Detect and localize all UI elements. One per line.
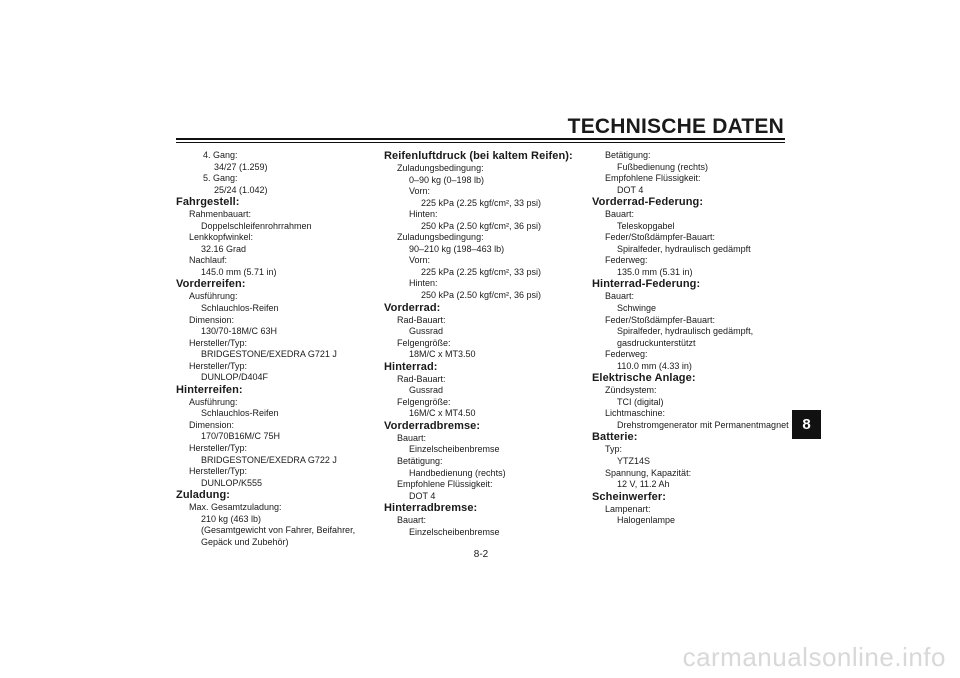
spec-value: Hinten:	[409, 278, 438, 289]
spec-value: 130/70-18M/C 63H	[201, 326, 278, 337]
spec-value: Spiralfeder, hydraulisch gedämpft	[617, 243, 751, 254]
section-heading: Vorderreifen:	[176, 278, 246, 291]
spec-label: Bauart:	[605, 291, 635, 302]
spec-value: 250 kPa (2.50 kgf/cm², 36 psi)	[421, 290, 542, 301]
spec-label: Feder/Stoßdämpfer-Bauart:	[605, 232, 716, 243]
spec-value: Vorn:	[409, 255, 431, 266]
spec-label: Bauart:	[397, 515, 427, 526]
spec-value: Schwinge	[617, 303, 657, 314]
spec-value: Drehstromgenerator mit Permanentmagnet	[617, 419, 789, 430]
spec-value: 250 kPa (2.50 kgf/cm², 36 psi)	[421, 220, 542, 231]
spec-label: Zündsystem:	[605, 385, 657, 396]
spec-label: Empfohlene Flüssigkeit:	[605, 173, 701, 184]
spec-column-1	[176, 150, 381, 548]
section-heading: Hinterradbremse:	[384, 502, 478, 515]
section-heading: Reifenluftdruck (bei kaltem Reifen):	[384, 150, 573, 162]
spec-label: Felgengröße:	[397, 396, 451, 407]
section-heading: Fahrgestell:	[176, 196, 240, 209]
spec-value: 145.0 mm (5.71 in)	[201, 266, 277, 277]
spec-label: Hersteller/Typ:	[189, 337, 248, 348]
spec-label: Dimension:	[189, 314, 235, 325]
spec-value: 135.0 mm (5.31 in)	[617, 266, 693, 277]
spec-label: Empfohlene Flüssigkeit:	[397, 479, 493, 490]
spec-label: Max. Gesamtzuladung:	[189, 502, 282, 513]
spec-label: Bauart:	[397, 432, 427, 443]
section-heading: Hinterreifen:	[176, 383, 243, 396]
spec-label: Federweg:	[605, 255, 648, 266]
spec-label: Rahmenbauart:	[189, 209, 252, 220]
section-heading: Scheinwerfer:	[592, 490, 667, 503]
spec-value: 12 V, 11.2 Ah	[617, 479, 670, 490]
spec-value: gasdruckunterstützt	[617, 337, 696, 348]
spec-value: 18M/C x MT3.50	[409, 349, 476, 360]
spec-label: Rad-Bauart:	[397, 314, 446, 325]
spec-value: Gussrad	[409, 326, 444, 337]
spec-value: BRIDGESTONE/EXEDRA G721 J	[201, 349, 337, 360]
spec-value: 225 kPa (2.25 kgf/cm², 33 psi)	[421, 197, 542, 208]
spec-label: Bauart:	[605, 209, 635, 220]
spec-label: Betätigung:	[397, 456, 443, 467]
spec-value: Doppelschleifenrohrrahmen	[201, 220, 312, 231]
spec-value: Hinten:	[409, 209, 438, 220]
spec-value: DUNLOP/D404F	[201, 372, 269, 383]
spec-value: Fußbedienung (rechts)	[617, 161, 709, 172]
section-heading: Vorderradbremse:	[384, 419, 481, 432]
spec-column-3	[592, 150, 787, 527]
spec-label: Spannung, Kapazität:	[605, 467, 692, 478]
spec-label: Ausführung:	[189, 291, 238, 302]
spec-value: Vorn:	[409, 186, 431, 197]
spec-label: Lampenart:	[605, 503, 651, 514]
section-heading: Elektrische Anlage:	[592, 372, 696, 385]
spec-value: DOT 4	[617, 184, 644, 195]
spec-value: (Gesamtgewicht von Fahrer, Beifahrer,	[201, 525, 356, 536]
spec-value: DOT 4	[409, 490, 436, 501]
spec-label: Lichtmaschine:	[605, 408, 666, 419]
spec-label: Hersteller/Typ:	[189, 443, 248, 454]
spec-value: 90–210 kg (198–463 lb)	[409, 243, 505, 254]
spec-value: TCI (digital)	[617, 396, 664, 407]
spec-value: 5. Gang:	[203, 173, 238, 184]
section-heading: Hinterrad-Federung:	[592, 278, 701, 291]
spec-value: Handbedienung (rechts)	[409, 467, 506, 478]
header-rule	[176, 138, 785, 140]
spec-value: Halogenlampe	[617, 515, 676, 526]
spec-value: Gepäck und Zubehör)	[201, 536, 289, 547]
spec-value: 225 kPa (2.25 kgf/cm², 33 psi)	[421, 266, 542, 277]
spec-value: Einzelscheibenbremse	[409, 526, 500, 537]
section-heading: Batterie:	[592, 431, 638, 444]
spec-label: Zuladungsbedingung:	[397, 232, 484, 243]
spec-label: Lenkkopfwinkel:	[189, 232, 254, 243]
spec-label: Felgengröße:	[397, 337, 451, 348]
spec-label: Rad-Bauart:	[397, 373, 446, 384]
spec-value: 170/70B16M/C 75H	[201, 431, 281, 442]
spec-value: 110.0 mm (4.33 in)	[617, 360, 692, 371]
spec-label: Feder/Stoßdämpfer-Bauart:	[605, 314, 716, 325]
spec-value: 16M/C x MT4.50	[409, 408, 476, 419]
section-heading: Hinterrad:	[384, 360, 438, 373]
spec-column-2	[384, 150, 584, 538]
header-rule-thin	[176, 142, 785, 143]
spec-value: BRIDGESTONE/EXEDRA G722 J	[201, 454, 337, 465]
spec-value: Spiralfeder, hydraulisch gedämpft,	[617, 326, 754, 337]
spec-label: Federweg:	[605, 349, 648, 360]
spec-value: 34/27 (1.259)	[214, 161, 268, 172]
spec-value: DUNLOP/K555	[201, 477, 263, 488]
spec-label: Dimension:	[189, 419, 235, 430]
spec-value: Teleskopgabel	[617, 220, 675, 231]
spec-label: Betätigung:	[605, 150, 651, 160]
chapter-tab: 8	[792, 410, 821, 439]
spec-label: Hersteller/Typ:	[189, 360, 248, 371]
spec-label: Typ:	[605, 444, 623, 455]
spec-value: Einzelscheibenbremse	[409, 444, 500, 455]
page-number: 8-2	[473, 549, 489, 560]
section-heading: Vorderrad:	[384, 301, 441, 314]
spec-value: Schlauchlos-Reifen	[201, 303, 279, 314]
watermark: carmanualsonline.info	[682, 642, 946, 672]
spec-label: Hersteller/Typ:	[189, 466, 248, 477]
spec-value: 32.16 Grad	[201, 243, 247, 254]
spec-value: Schlauchlos-Reifen	[201, 408, 279, 419]
spec-value: 210 kg (463 lb)	[201, 513, 262, 524]
spec-value: YTZ14S	[617, 456, 651, 467]
spec-value: 4. Gang:	[203, 150, 238, 160]
section-heading: Zuladung:	[176, 489, 231, 502]
spec-label: Nachlauf:	[189, 255, 228, 266]
section-heading: Vorderrad-Federung:	[592, 196, 704, 209]
spec-value: 0–90 kg (0–198 lb)	[409, 174, 485, 185]
spec-label: Zuladungsbedingung:	[397, 163, 484, 173]
spec-label: Ausführung:	[189, 396, 238, 407]
spec-value: 25/24 (1.042)	[214, 184, 268, 195]
spec-value: Gussrad	[409, 385, 444, 396]
page-title: TECHNISCHE DATEN	[567, 115, 784, 138]
